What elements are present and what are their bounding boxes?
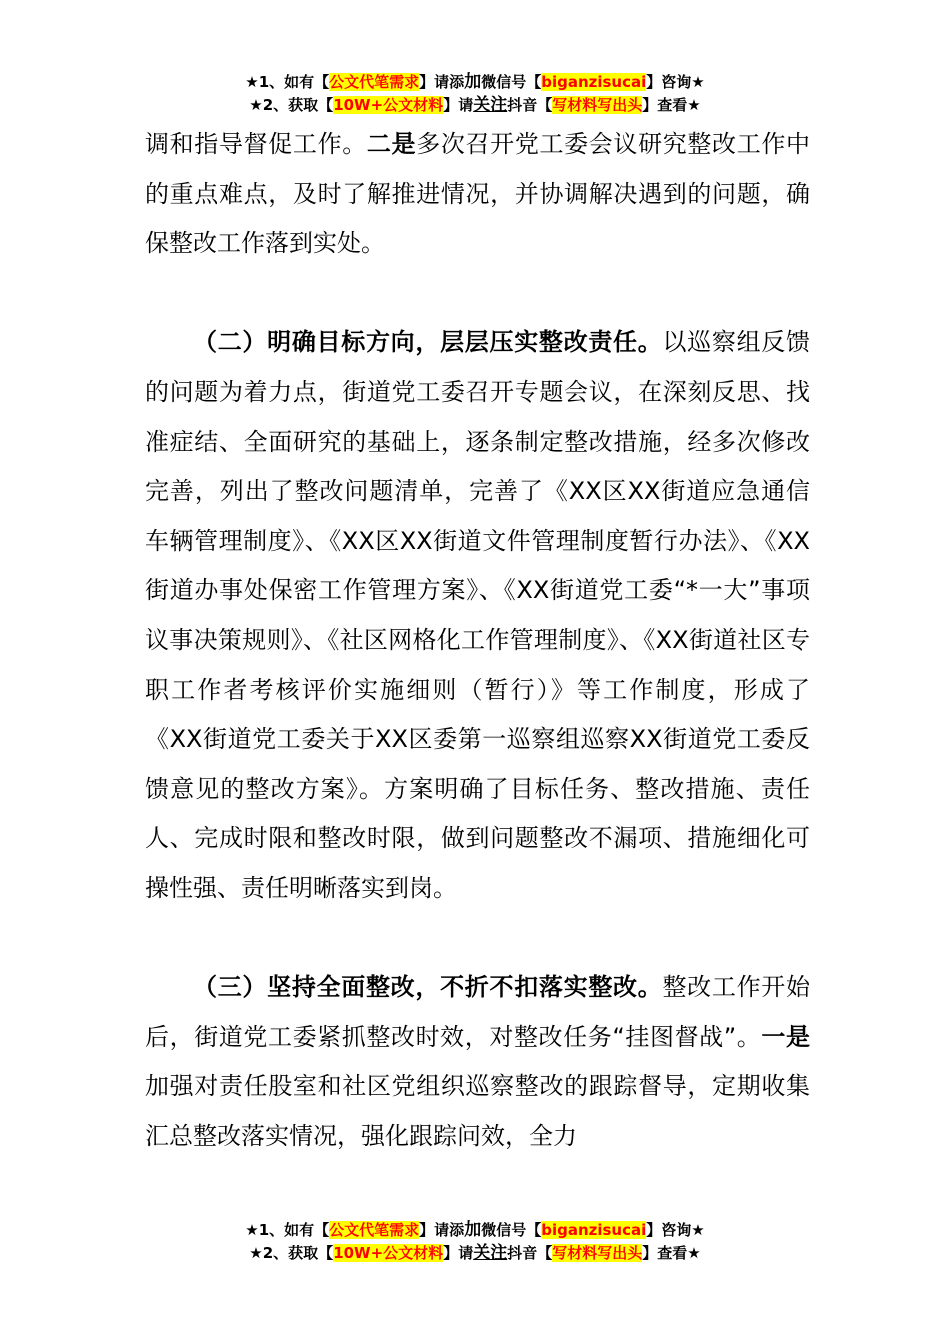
paragraph-2: （二）明确目标方向，层层压实整改责任。以巡察组反馈的问题为着力点，街道党工委召开专题会议，在深刻反思、找准症结、全面研究的基础上，逐条制定整改措施，经多次修改完善，列出了整改问题清单，完善了《XX区XX街道应急通信车辆管理制度》、《XX区XX街道文件管理制度暂行办法》、《XX街道办事处保密工作管理方案》、《XX街道党工委“*一大”事项议事决策规则》、《社区网格化工作管理制度》、《XX街道社区专职工作者考核评价实施细则（暂行）》等工作制度，形成了《XX街道党工委关于XX区委第一巡察组巡察XX街道党工委反馈意见的整改方案》。方案明确了目标任务、整改措施、责任人、完成时限和整改时限，做到问题整改不漏项、措施细化可操性强、责任明晰落实到岗。 bbox=[145, 328, 811, 902]
document-body bbox=[145, 120, 810, 1161]
highlight-materials: 10W+公文材料 bbox=[333, 96, 444, 114]
footer-banner bbox=[0, 1219, 950, 1265]
section-heading-3: （三）坚持全面整改，不折不扣落实整改。 bbox=[193, 973, 663, 1002]
highlight-douyin-account: 写材料写出头 bbox=[552, 1244, 643, 1262]
banner-line-2: ★2、获取【10W+公文材料】请关注抖音【写材料写出头】查看★ bbox=[249, 1243, 701, 1263]
highlight-wechat-id: biganzisucai bbox=[541, 1221, 647, 1239]
banner-line-2: ★2、获取【10W+公文材料】请关注抖音【写材料写出头】查看★ bbox=[249, 95, 701, 115]
highlight-materials: 10W+公文材料 bbox=[333, 1244, 444, 1262]
paragraph-1: 调和指导督促工作。二是多次召开党工委会议研究整改工作中的重点难点，及时了解推进情况，并协调解决遇到的问题，确保整改工作落到实处。 bbox=[145, 130, 811, 258]
banner-line-1: ★1、如有【公文代笔需求】请添加微信号【biganzisucai】咨询★ bbox=[245, 72, 705, 92]
highlight-douyin-account: 写材料写出头 bbox=[552, 96, 643, 114]
banner-line-1: ★1、如有【公文代笔需求】请添加微信号【biganzisucai】咨询★ bbox=[245, 1220, 705, 1240]
highlight-wechat-id: biganzisucai bbox=[541, 73, 647, 91]
highlight-writing-service: 公文代笔需求 bbox=[329, 73, 420, 91]
header-banner bbox=[0, 71, 950, 117]
highlight-writing-service: 公文代笔需求 bbox=[329, 1221, 420, 1239]
paragraph-3: （三）坚持全面整改，不折不扣落实整改。整改工作开始后，街道党工委紧抓整改时效，对整改任务“挂图督战”。一是加强对责任股室和社区党组织巡察整改的跟踪督导，定期收集汇总整改落实情况，强化跟踪问效，全力 bbox=[145, 973, 811, 1150]
section-heading-2: （二）明确目标方向，层层压实整改责任。 bbox=[193, 328, 663, 357]
